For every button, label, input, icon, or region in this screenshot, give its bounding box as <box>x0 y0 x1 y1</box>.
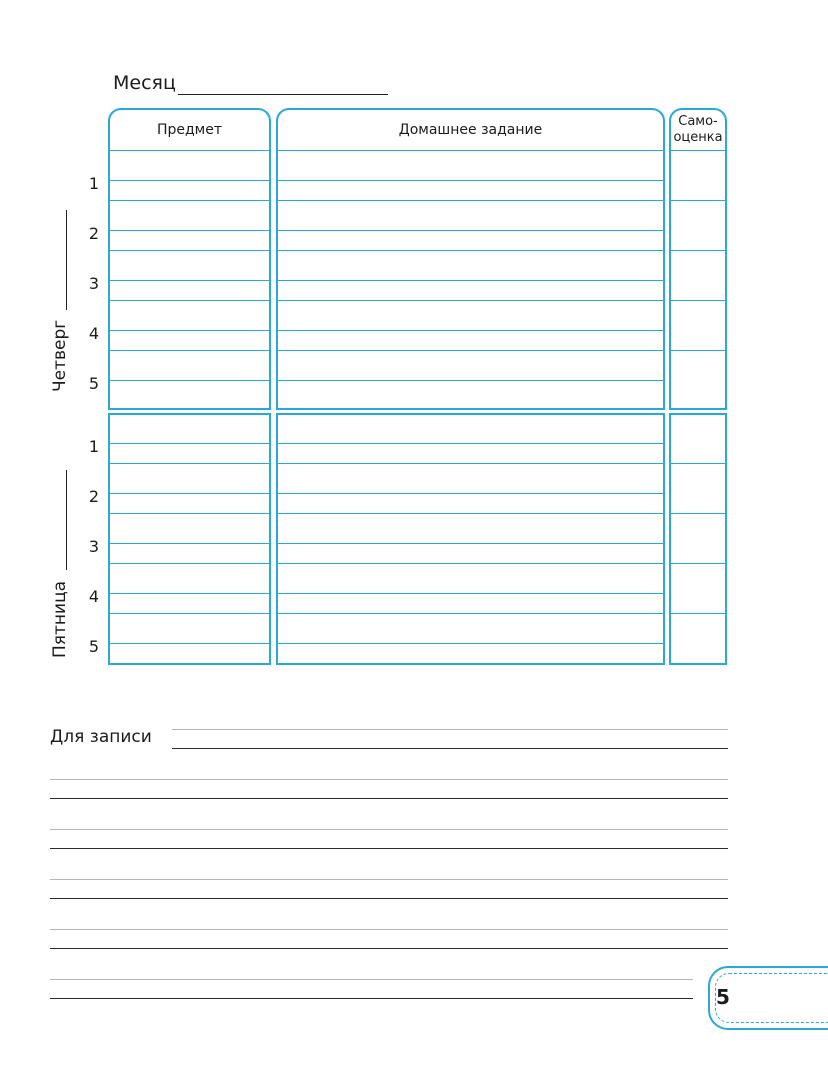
row-separator <box>110 150 269 151</box>
row-separator <box>278 250 663 251</box>
subject-header: Предмет <box>156 121 223 138</box>
friday-homework-column <box>276 413 665 665</box>
thursday-date-line[interactable] <box>66 210 67 310</box>
notes-guide-line <box>50 879 728 880</box>
friday-row-number: 3 <box>88 537 100 556</box>
notes-writing-line[interactable] <box>50 848 728 849</box>
row-separator <box>110 563 269 564</box>
friday-row-number: 4 <box>88 587 100 606</box>
row-separator <box>278 200 663 201</box>
row-guide <box>110 643 269 644</box>
row-guide <box>278 230 663 231</box>
day-label-friday: Пятница <box>50 580 70 658</box>
friday-subject-column <box>108 413 271 665</box>
row-guide <box>278 443 663 444</box>
row-separator <box>671 300 725 301</box>
thursday-row-number: 3 <box>88 274 100 293</box>
row-separator <box>671 150 725 151</box>
notes-guide-line <box>50 779 728 780</box>
row-guide <box>278 493 663 494</box>
row-guide <box>278 330 663 331</box>
row-guide <box>110 380 269 381</box>
day-label-thursday: Четверг <box>50 319 70 392</box>
row-guide <box>110 493 269 494</box>
row-separator <box>278 463 663 464</box>
row-guide <box>278 643 663 644</box>
notes-writing-line[interactable] <box>172 748 728 749</box>
row-guide <box>278 180 663 181</box>
notes-guide-line <box>50 979 693 980</box>
row-guide <box>110 230 269 231</box>
row-separator <box>278 613 663 614</box>
thursday-row-number: 2 <box>88 224 100 243</box>
notes-writing-line[interactable] <box>50 898 728 899</box>
thursday-row-number: 1 <box>88 174 100 193</box>
notes-guide-line <box>172 729 728 730</box>
homework-header: Домашнее задание <box>398 121 543 138</box>
page-number-tab-stitch <box>715 973 828 1023</box>
row-guide <box>110 443 269 444</box>
row-separator <box>110 513 269 514</box>
row-guide <box>278 543 663 544</box>
notes-label: Для записи <box>50 727 152 747</box>
row-guide <box>110 593 269 594</box>
friday-row-number: 2 <box>88 487 100 506</box>
row-guide <box>278 593 663 594</box>
row-separator <box>110 300 269 301</box>
row-separator <box>278 350 663 351</box>
row-separator <box>110 200 269 201</box>
row-guide <box>110 543 269 544</box>
row-separator <box>671 200 725 201</box>
row-separator <box>671 463 725 464</box>
row-guide <box>110 180 269 181</box>
row-separator <box>278 563 663 564</box>
row-separator <box>671 513 725 514</box>
thursday-subject-column <box>108 108 271 410</box>
thursday-score-column <box>669 108 727 410</box>
notes-guide-line <box>50 929 728 930</box>
self-assessment-header: Само- оценка <box>673 114 723 145</box>
row-guide <box>278 380 663 381</box>
row-guide <box>110 330 269 331</box>
notes-writing-line[interactable] <box>50 948 728 949</box>
month-label: Месяц <box>113 72 176 94</box>
notes-guide-line <box>50 829 728 830</box>
notes-writing-line[interactable] <box>50 798 728 799</box>
month-input-line[interactable] <box>178 94 388 95</box>
thursday-row-number: 4 <box>88 324 100 343</box>
row-separator <box>110 463 269 464</box>
thursday-homework-column <box>276 108 665 410</box>
row-separator <box>671 613 725 614</box>
row-separator <box>671 250 725 251</box>
friday-row-number: 5 <box>88 637 100 656</box>
row-separator <box>110 250 269 251</box>
row-separator <box>110 613 269 614</box>
row-guide <box>278 280 663 281</box>
row-separator <box>278 300 663 301</box>
row-separator <box>278 513 663 514</box>
row-separator <box>278 150 663 151</box>
row-guide <box>110 280 269 281</box>
friday-date-line[interactable] <box>66 470 67 570</box>
row-separator <box>671 563 725 564</box>
page-number: 5 <box>716 985 730 1009</box>
row-separator <box>671 350 725 351</box>
notes-writing-line[interactable] <box>50 998 693 999</box>
friday-score-column <box>669 413 727 665</box>
row-separator <box>110 350 269 351</box>
thursday-row-number: 5 <box>88 374 100 393</box>
friday-row-number: 1 <box>88 437 100 456</box>
